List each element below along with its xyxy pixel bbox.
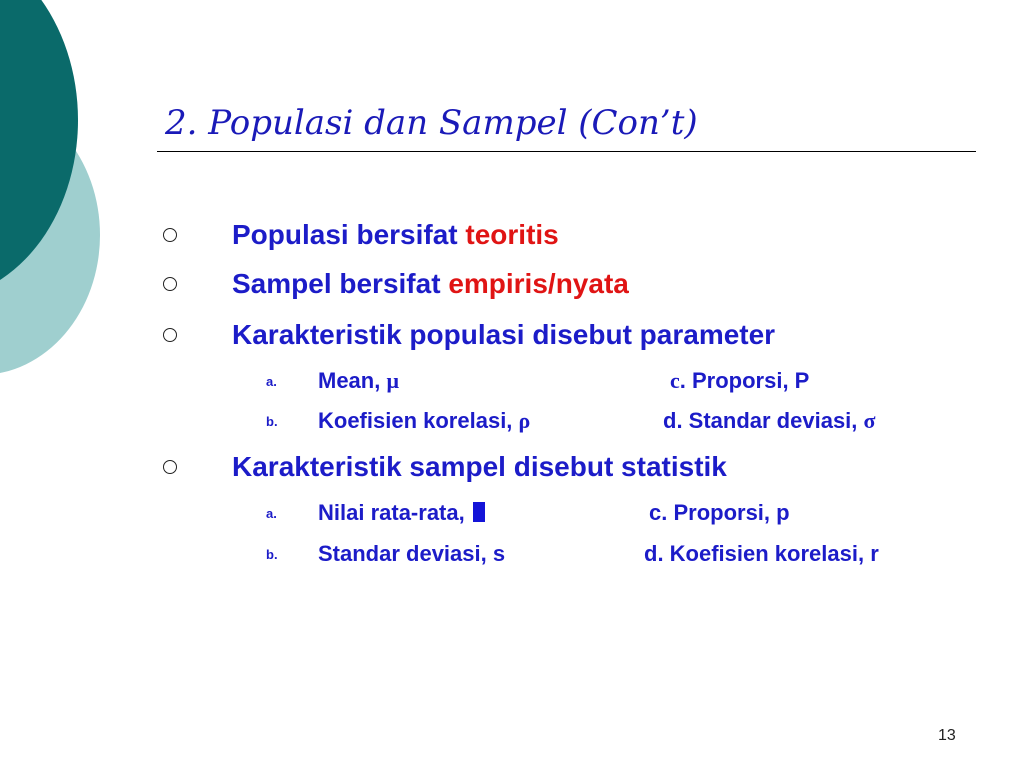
bullet-text: Karakteristik populasi disebut parameter bbox=[232, 319, 776, 350]
parameter-item-korelasi: Koefisien korelasi, ρ bbox=[318, 408, 531, 433]
slide-title: 2. Populasi dan Sampel (Con’t) bbox=[165, 103, 698, 143]
bullet-text: Populasi bersifat bbox=[232, 219, 466, 250]
circle-bullet-icon bbox=[163, 228, 177, 242]
list-letter: b. bbox=[266, 414, 278, 429]
rho-symbol: ρ bbox=[518, 408, 531, 433]
circle-bullet-icon bbox=[163, 460, 177, 474]
bullet-highlight: empiris/nyata bbox=[448, 268, 629, 299]
list-letter: a. bbox=[266, 506, 277, 521]
slide-number: 13 bbox=[938, 727, 956, 744]
bullet-text: Karakteristik sampel disebut statistik bbox=[232, 451, 727, 482]
statistic-item-standar-deviasi: Standar deviasi, s bbox=[318, 541, 506, 566]
parameter-item-proporsi: c. Proporsi, P bbox=[670, 368, 810, 393]
list-letter: b. bbox=[266, 547, 278, 562]
statistic-item-rata-rata: Nilai rata-rata, bbox=[318, 500, 485, 526]
parameter-item-standar-deviasi: d. Standar deviasi, σ bbox=[663, 408, 876, 433]
statistic-item-proporsi: c. Proporsi, p bbox=[649, 500, 790, 525]
list-letter: a. bbox=[266, 374, 277, 389]
circle-bullet-icon bbox=[163, 328, 177, 342]
statistic-item-korelasi: d. Koefisien korelasi, r bbox=[644, 541, 879, 566]
mu-symbol: μ bbox=[386, 368, 399, 393]
bullet-highlight: teoritis bbox=[465, 219, 559, 250]
title-underline bbox=[157, 151, 976, 152]
bullet-text: Sampel bersifat bbox=[232, 268, 449, 299]
x-bar-symbol-icon bbox=[473, 502, 485, 522]
sigma-symbol: σ bbox=[863, 408, 876, 433]
circle-bullet-icon bbox=[163, 277, 177, 291]
parameter-item-mean: Mean, μ bbox=[318, 368, 399, 393]
